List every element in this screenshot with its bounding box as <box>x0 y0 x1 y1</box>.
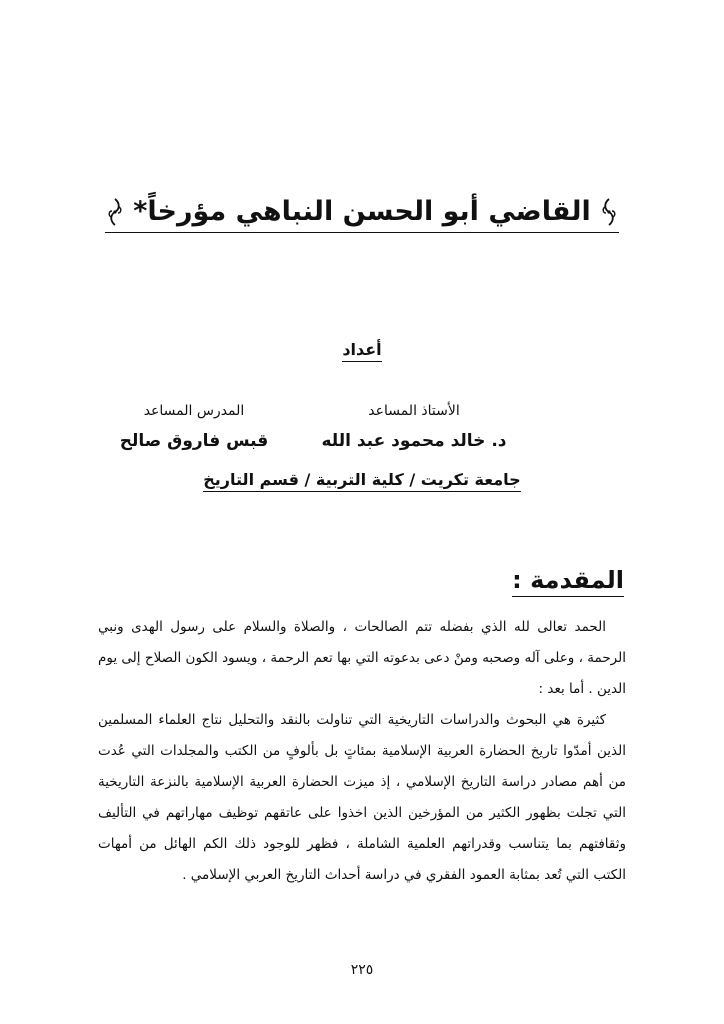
intro-heading-text: المقدمة : <box>512 566 624 597</box>
author-name: قبس فاروق صالح <box>119 431 269 451</box>
prepared-label: أعداد <box>342 340 381 362</box>
floral-ornament-icon <box>107 197 123 227</box>
prepared-by <box>0 340 724 359</box>
author-2 <box>94 403 294 451</box>
page-number: ٢٢٥ <box>350 962 374 978</box>
author-rank: الأستاذ المساعد <box>368 403 460 419</box>
body-text <box>98 612 626 891</box>
page-title: القاضي أبو الحسن النباهي مؤرخاً* <box>133 196 591 227</box>
author-rank: المدرس المساعد <box>143 403 245 419</box>
paragraph: كثيرة هي البحوث والدراسات التاريخية التي تناولت بالنقد والتحليل نتاج العلماء المسلمين الذين أمدّوا تاريخ الحضارة العربية الإسلامية بمئاتٍ بل بألوفٍ من الكتب والمجلدات التي عُدت من أهم مصادر دراسة التاريخ الإسلامي ، إذ ميزت الحضارة العربية الإسلامية بالنزعة التاريخية التي تجلت بظهور الكثير من المؤرخين الذين اخذوا على عاتقهم توظيف مهاراتهم في التأليف وثقافتهم بما يتناسب وقدراتهم العلمية الشاملة ، فظهر للوجود ذلك الكم الهائل من أمهات الكتب التي تُعد بمثابة العمود الفقري في دراسة أحداث التاريخ العربي الإسلامي . <box>98 712 626 883</box>
paragraph: الحمد تعالى لله الذي بفضله تتم الصالحات ، والصلاة والسلام على رسول الهدى ونبي الرحمة ، وعلى آله وصحبه ومنْ دعى بدعوته التي بها تعم الرحمة ، ويسود الكون الصلاح إلى يوم الدين . أما بعد : <box>98 619 626 697</box>
author-1 <box>314 403 514 451</box>
affiliation <box>0 470 724 489</box>
intro-heading <box>512 566 624 594</box>
floral-ornament-icon <box>601 197 617 227</box>
title-block <box>0 196 724 233</box>
page-title-row <box>105 196 618 233</box>
affiliation-text: جامعة تكريت / كلية التربية / قسم التاريخ <box>203 470 520 492</box>
author-name: د. خالد محمود عبد الله <box>321 431 507 451</box>
